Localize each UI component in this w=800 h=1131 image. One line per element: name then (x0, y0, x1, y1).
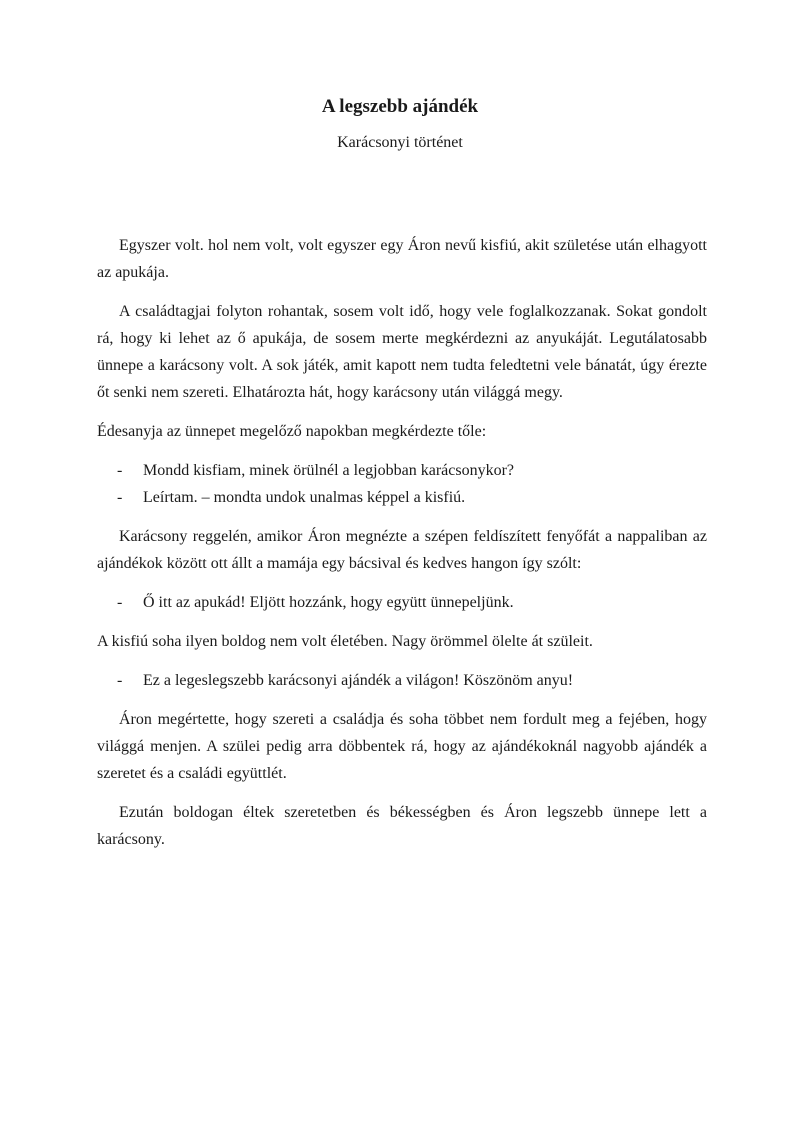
page-subtitle: Karácsonyi történet (337, 134, 463, 151)
dash-marker: - (117, 462, 123, 479)
dialogue-list (97, 667, 707, 694)
dash-marker: - (117, 489, 123, 506)
dialogue-list (97, 589, 707, 616)
dash-marker: - (117, 594, 123, 611)
dialogue-line (97, 667, 707, 694)
dialogue-text: Ez a legeslegszebb karácsonyi ajándék a világon! Köszönöm anyu! (143, 672, 574, 689)
paragraph: Ezután boldogan éltek szeretetben és békességben és Áron legszebb ünnepe lett a karácsony. (97, 804, 707, 848)
story-body (97, 232, 707, 865)
dialogue-line (97, 589, 707, 616)
dialogue-text: Mondd kisfiam, minek örülnél a legjobban karácsonykor? (143, 462, 515, 479)
paragraph: Áron megértette, hogy szereti a családja és soha többet nem fordult meg a fejében, hogy világgá menjen. A szülei pedig arra döbbentek rá, hogy az ajándékoknál nagyobb ajándék a szeretet és a családi együttlét. (97, 711, 707, 782)
dialogue-list (97, 457, 707, 511)
paragraph: A családtagjai folyton rohantak, sosem volt idő, hogy vele foglalkozzanak. Sokat gondolt rá, hogy ki lehet az ő apukája, de sosem merte megkérdezni az anyukáját. Legutálatosabb ünnepe a karácsony volt. A sok játék, amit kapott nem tudta feledtetni vele bánatát, úgy érezte őt senki nem szereti. Elhatározta hát, hogy karácsony után világgá megy. (97, 303, 707, 401)
dialogue-line (97, 484, 707, 511)
paragraph: Egyszer volt. hol nem volt, volt egyszer egy Áron nevű kisfiú, akit születése után elhagyott az apukája. (97, 237, 707, 281)
dash-marker: - (117, 672, 123, 689)
dialogue-text: Leírtam. – mondta undok unalmas képpel a kisfiú. (143, 489, 466, 506)
paragraph: Édesanyja az ünnepet megelőző napokban megkérdezte tőle: (97, 423, 487, 440)
paragraph: Karácsony reggelén, amikor Áron megnézte a szépen feldíszített fenyőfát a nappaliban az ajándékok között ott állt a mamája egy bácsival és kedves hangon így szólt: (97, 528, 707, 572)
page-title: A legszebb ajándék (321, 96, 479, 117)
paragraph: A kisfiú soha ilyen boldog nem volt életében. Nagy örömmel ölelte át szüleit. (97, 633, 593, 650)
dialogue-text: Ő itt az apukád! Eljött hozzánk, hogy együtt ünnepeljünk. (143, 594, 514, 611)
dialogue-line (97, 457, 707, 484)
